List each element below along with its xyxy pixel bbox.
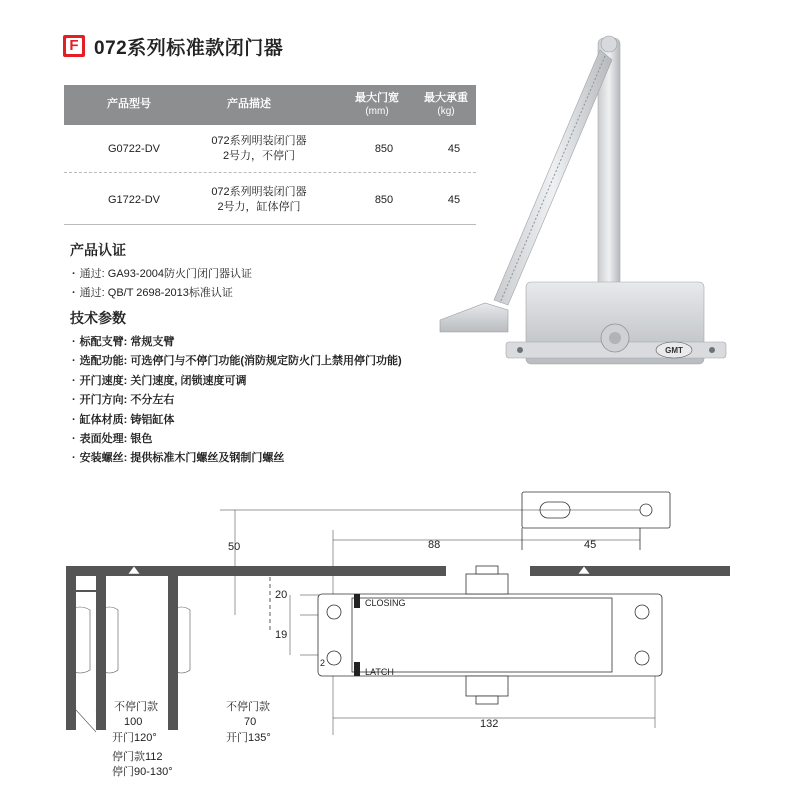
dim-19: 19 <box>275 629 288 641</box>
right-value: 70 <box>244 716 257 728</box>
dim-88: 88 <box>428 539 441 551</box>
closer-body-drawing <box>318 566 662 704</box>
cell-model: G0722-DV <box>108 143 160 155</box>
col-header-desc: 产品描述 <box>227 98 271 110</box>
table-header <box>64 85 476 125</box>
spec-item: · 选配功能: 可选停门与不停门功能(消防规定防火门上禁用停门功能) <box>72 352 402 368</box>
table-bottom-line <box>64 224 476 225</box>
dim-20: 20 <box>275 589 288 601</box>
label-latch: LATCH <box>365 667 394 677</box>
logo-letter: F <box>66 38 82 54</box>
spec-item: · 缸体材质: 铸铝缸体 <box>72 411 174 427</box>
col-header-load: 最大承重 (kg) <box>424 92 468 117</box>
brand-logo <box>63 35 85 57</box>
spec-item: · 表面处理: 银色 <box>72 430 152 446</box>
specs-title: 技术参数 <box>70 310 126 326</box>
left-a-title: 不停门款 <box>114 701 158 713</box>
brand-mark: GMT <box>665 346 683 355</box>
right-title: 不停门款 <box>226 701 270 713</box>
cell-width: 850 <box>374 143 394 155</box>
row-divider <box>64 172 476 173</box>
spec-item: · 开门方向: 不分左右 <box>72 391 174 407</box>
col-header-model: 产品型号 <box>107 98 151 110</box>
spec-item: · 安装螺丝: 提供标准木门螺丝及钢制门螺丝 <box>72 449 284 465</box>
dim-50: 50 <box>228 541 241 553</box>
dim-132: 132 <box>480 718 499 730</box>
spec-item: · 标配支臂: 常规支臂 <box>72 333 174 349</box>
cell-load: 45 <box>447 194 461 206</box>
dim-2: 2 <box>320 658 326 668</box>
left-a-value: 100 <box>124 716 143 728</box>
cert-item: · 通过: QB/T 2698-2013标准认证 <box>72 284 233 300</box>
installation-drawing <box>0 470 800 800</box>
left-a-angle: 开门120° <box>112 732 157 744</box>
certification-title: 产品认证 <box>70 242 126 258</box>
right-angle: 开门135° <box>226 732 271 744</box>
cell-desc: 072系列明装闭门器 2号力，不停门 <box>211 135 307 162</box>
col-header-width: 最大门宽 (mm) <box>355 92 399 117</box>
door-closer-product-image <box>430 20 730 380</box>
dim-45: 45 <box>584 539 597 551</box>
left-b-title: 停门款112 <box>112 751 163 763</box>
cell-desc: 072系列明装闭门器 2号力，缸体停门 <box>211 186 307 213</box>
cell-load: 45 <box>447 143 461 155</box>
cell-model: G1722-DV <box>108 194 160 206</box>
spec-item: · 开门速度: 关门速度, 闭锁速度可调 <box>72 372 247 388</box>
cert-item: · 通过: GA93-2004防火门闭门器认证 <box>72 265 252 281</box>
left-b-angle: 停门90-130° <box>112 766 173 778</box>
page-title: 072系列标准款闭门器 <box>94 38 284 59</box>
label-closing: CLOSING <box>365 598 406 608</box>
cell-width: 850 <box>374 194 394 206</box>
